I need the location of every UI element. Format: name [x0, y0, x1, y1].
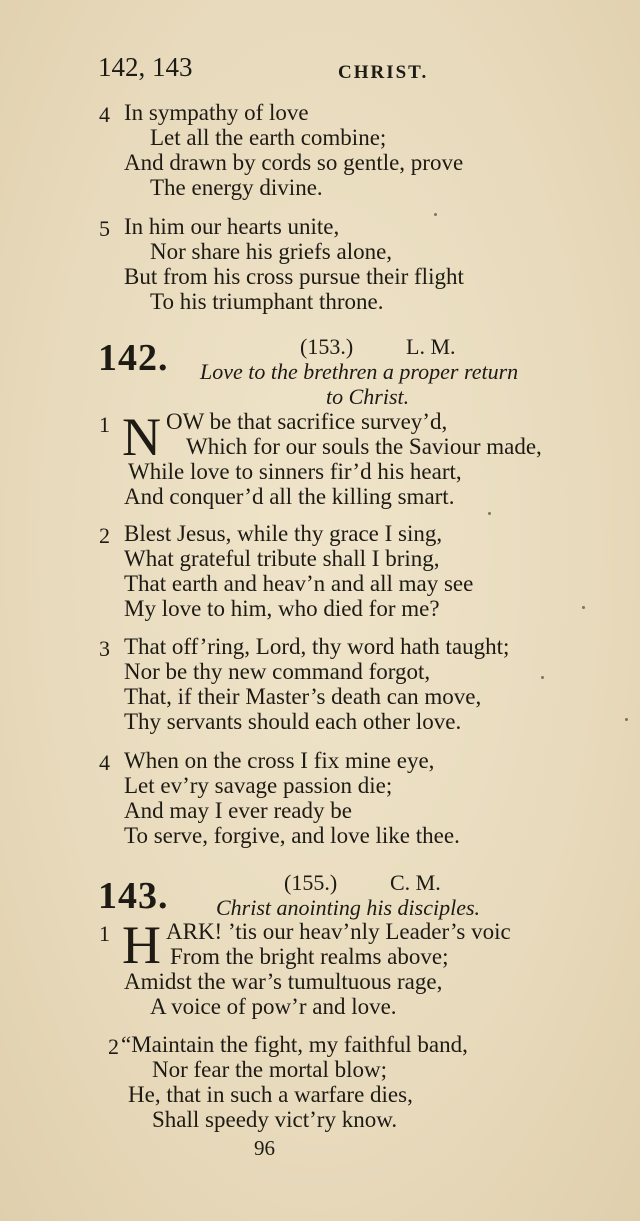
verse-number: 2	[99, 523, 110, 548]
verse-line: Thy servants should each other love.	[124, 709, 462, 734]
verse-line: That, if their Master’s death can move,	[124, 684, 482, 709]
print-speck	[582, 606, 585, 609]
verse-line: But from his cross pursue their flight	[124, 264, 464, 289]
verse-line: From the bright realms above;	[170, 944, 449, 969]
verse-line: Nor fear the mortal blow;	[152, 1057, 388, 1082]
verse-line: That off’ring, Lord, thy word hath taught;	[124, 634, 510, 659]
drop-cap: N	[122, 407, 161, 467]
print-speck	[434, 213, 437, 216]
verse-line: A voice of pow’r and love.	[150, 994, 397, 1019]
verse-number: 1	[99, 921, 110, 946]
verse-line: What grateful tribute shall I bring,	[124, 546, 440, 571]
verse-line: He, that in such a warfare dies,	[128, 1082, 413, 1107]
print-speck	[625, 718, 628, 721]
verse-line: And may I ever ready be	[124, 798, 352, 823]
verse-number: 1	[99, 412, 110, 437]
verse-line: Amidst the war’s tumultuous rage,	[124, 969, 443, 994]
verse-line: Let all the earth combine;	[150, 125, 387, 150]
hymn-subtitle: Christ anointing his disciples.	[216, 895, 481, 920]
page-numbers-header: 142, 143	[98, 52, 193, 82]
verse-line: And conquer’d all the killing smart.	[124, 484, 455, 509]
verse-line: Nor be thy new command forgot,	[124, 659, 431, 684]
print-speck	[488, 512, 491, 515]
verse-line: To serve, forgive, and love like thee.	[124, 823, 460, 848]
verse-line: The energy divine.	[150, 175, 323, 200]
verse-line: Let ev’ry savage passion die;	[124, 773, 393, 798]
verse-line: My love to him, who died for me?	[124, 596, 440, 621]
hymn-subtitle: Love to the brethren a proper return	[200, 359, 519, 384]
verse-line: In him our hearts unite,	[124, 214, 340, 239]
hymn-meter: L. M.	[406, 334, 456, 359]
verse-line: While love to sinners fir’d his heart,	[128, 459, 462, 484]
running-title: CHRIST.	[338, 62, 429, 83]
page-number-footer: 96	[254, 1136, 275, 1160]
hymn-number: 142.	[98, 337, 169, 379]
verse-line: In sympathy of love	[124, 100, 309, 125]
verse-line: That earth and heav’n and all may see	[124, 571, 474, 596]
verse-number: 5	[99, 216, 110, 241]
hymn-meter: C. M.	[390, 870, 441, 895]
verse-number: 4	[99, 102, 110, 127]
verse-number: 4	[99, 750, 110, 775]
verse-line: When on the cross I fix mine eye,	[124, 748, 435, 773]
hymn-subtitle: to Christ.	[326, 384, 410, 409]
drop-cap: H	[122, 915, 161, 975]
hymn-reference: (153.)	[300, 334, 354, 359]
verse-line: Blest Jesus, while thy grace I sing,	[124, 521, 443, 546]
hymn-number: 143.	[98, 875, 169, 917]
verse-line: OW be that sacrifice survey’d,	[166, 409, 448, 434]
verse-number: 2	[108, 1034, 119, 1059]
verse-line: ARK! ’tis our heav’nly Leader’s voic	[166, 919, 511, 944]
verse-line: To his triumphant throne.	[150, 289, 384, 314]
verse-line: “Maintain the fight, my faithful band,	[121, 1032, 468, 1057]
verse-line: And drawn by cords so gentle, prove	[124, 150, 464, 175]
verse-line: Nor share his griefs alone,	[150, 239, 393, 264]
hymn-reference: (155.)	[284, 870, 338, 895]
verse-line: Which for our souls the Saviour made,	[186, 434, 542, 459]
verse-line: Shall speedy vict’ry know.	[152, 1107, 398, 1132]
verse-number: 3	[99, 636, 110, 661]
print-speck	[541, 676, 544, 679]
